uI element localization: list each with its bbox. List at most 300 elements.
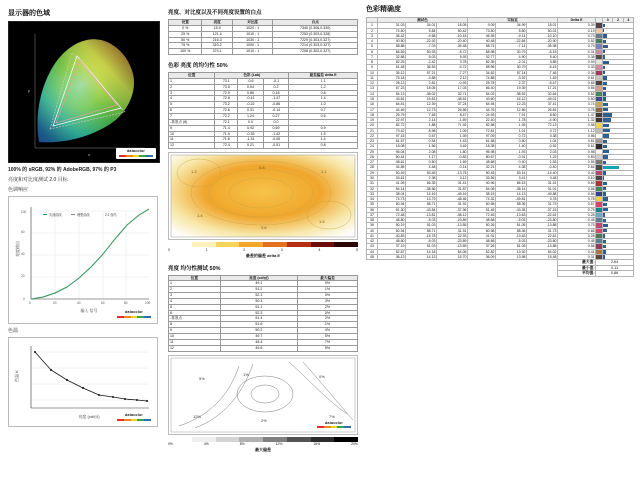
cell: -0.22 bbox=[238, 102, 264, 108]
cell: 14.18 bbox=[405, 249, 436, 254]
svg-text:2%: 2% bbox=[261, 417, 267, 423]
cell: 7208 (0.302,0.327) bbox=[273, 49, 358, 55]
cell: 31.41 bbox=[526, 181, 557, 186]
cell: 0.54 bbox=[405, 139, 436, 144]
cell: 0.73 bbox=[558, 33, 596, 38]
cell: 58.96 bbox=[468, 65, 496, 70]
cell: 12.56 bbox=[495, 107, 526, 112]
datacolor-badge-unif bbox=[314, 420, 354, 431]
cell: 61.57 bbox=[378, 139, 406, 144]
cell: 51.03 bbox=[405, 244, 436, 249]
cell: 14.16 bbox=[405, 191, 436, 196]
brightness-uniformity-legend-caption: 最大偏差 bbox=[255, 447, 271, 452]
cell: 50.4 bbox=[220, 298, 297, 304]
cell: 1.56 bbox=[405, 144, 436, 149]
cell: 51.4 bbox=[220, 316, 297, 322]
cell: -13.63 bbox=[495, 212, 526, 217]
cell: -43.84 bbox=[405, 207, 436, 212]
cell: 54.02 bbox=[526, 249, 557, 254]
cell: -20.90 bbox=[526, 39, 557, 44]
cell: 1.47 bbox=[558, 112, 596, 117]
cell: -4.90 bbox=[526, 118, 557, 123]
cell: 34.85 bbox=[378, 165, 406, 170]
report-page bbox=[0, 4, 640, 493]
svg-text:100: 100 bbox=[21, 210, 27, 214]
cell: -0.92 bbox=[526, 144, 557, 149]
cell: 1 bbox=[367, 23, 378, 28]
cell: 0.76 bbox=[558, 107, 596, 112]
cell: 50.93 bbox=[405, 49, 436, 54]
cell: 51.05 bbox=[495, 223, 526, 228]
cell: -48.51 bbox=[436, 96, 467, 101]
cell: 52.1 bbox=[220, 293, 297, 299]
cell: 51.45 bbox=[468, 207, 496, 212]
cell: 1.40 bbox=[495, 144, 526, 149]
color-uniformity-legend bbox=[168, 242, 358, 247]
cell: 0.78 bbox=[558, 197, 596, 202]
cell: -13.55 bbox=[436, 244, 467, 249]
cell: 60.94 bbox=[378, 202, 406, 207]
cell: 37.26 bbox=[468, 244, 496, 249]
cell: -5.72 bbox=[436, 65, 467, 70]
svg-text:0: 0 bbox=[23, 297, 25, 301]
cell: -7.27 bbox=[436, 70, 467, 75]
svg-text:7%: 7% bbox=[329, 413, 335, 419]
cell: 0.7 bbox=[289, 108, 358, 114]
cell: 7 bbox=[367, 54, 378, 59]
cell: -0.6 bbox=[238, 78, 264, 84]
cell: 96.04 bbox=[378, 149, 406, 154]
cell: 1030 : 1 bbox=[232, 37, 273, 43]
cell: 48.68 bbox=[468, 239, 496, 244]
cell: -5.03 bbox=[405, 218, 436, 223]
cell: 1.39 bbox=[436, 133, 467, 138]
cell: 43.81 bbox=[378, 96, 406, 101]
cell: -37.15 bbox=[526, 207, 557, 212]
cell: -0.40 bbox=[526, 165, 557, 170]
cell: -3.88 bbox=[405, 75, 436, 80]
cell: -49.88 bbox=[526, 191, 557, 196]
cell: 12.73 bbox=[405, 107, 436, 112]
cell: 1.5 bbox=[289, 131, 358, 137]
cell: 38 bbox=[367, 218, 378, 223]
gamut-title: 显示器的色域 bbox=[8, 10, 50, 17]
cell: 41.05 bbox=[378, 181, 406, 186]
cell: 95.98 bbox=[468, 149, 496, 154]
cell: -49.01 bbox=[526, 96, 557, 101]
cell: 28 bbox=[367, 165, 378, 170]
cell: 14.13 bbox=[495, 191, 526, 196]
cell: 0% bbox=[297, 293, 357, 299]
cell: -13.55 bbox=[436, 223, 467, 228]
cell: -0.91 bbox=[495, 154, 526, 159]
cell: 9.09 bbox=[468, 23, 496, 28]
cell: 1.01 bbox=[495, 128, 526, 133]
datacolor-bar bbox=[117, 316, 151, 318]
cell: 31.73 bbox=[526, 228, 557, 233]
cell: 4.48 bbox=[405, 165, 436, 170]
cell: 49.1 bbox=[220, 281, 297, 287]
cell: 1.12 bbox=[558, 128, 596, 133]
cell: -38.02 bbox=[405, 91, 436, 96]
color-uniformity-legend-ticks bbox=[168, 248, 358, 252]
cell: 17 bbox=[367, 107, 378, 112]
tone-response-chart bbox=[8, 196, 158, 324]
cell: 1.43 bbox=[436, 139, 467, 144]
cell: 24 bbox=[367, 144, 378, 149]
left-column bbox=[8, 4, 158, 427]
svg-text:1.4: 1.4 bbox=[197, 213, 203, 219]
tick: 4% bbox=[203, 442, 209, 446]
cell: 0.2 bbox=[263, 84, 289, 90]
cell: 0.38 bbox=[526, 133, 557, 138]
svg-text:1%: 1% bbox=[243, 371, 249, 377]
table-header-row bbox=[169, 275, 358, 281]
cell: 0 % bbox=[169, 25, 202, 31]
cell: 13 bbox=[367, 86, 378, 91]
cell: 3.41 bbox=[495, 175, 526, 180]
cell: 36.13 bbox=[378, 254, 406, 259]
cell: -0.05 bbox=[263, 137, 289, 143]
cell: 60.94 bbox=[378, 228, 406, 233]
th-measured: 实验室 bbox=[468, 18, 558, 23]
cell: 34.99 bbox=[495, 23, 526, 28]
cell: 0.9 bbox=[289, 125, 358, 131]
cell: 3 bbox=[367, 33, 378, 38]
cell: 5.40 bbox=[526, 54, 557, 59]
cell: 1.0 bbox=[289, 102, 358, 108]
cell: 32.21 bbox=[468, 165, 496, 170]
cell: 15.48 bbox=[526, 254, 557, 259]
cell: 35 bbox=[367, 202, 378, 207]
cell: 0.56 bbox=[558, 244, 596, 249]
contrast-title: 亮度、对比度以及不同亮度设置的白点 bbox=[168, 10, 262, 16]
cell: 0.61 bbox=[558, 139, 596, 144]
cell: 54.05 bbox=[436, 249, 467, 254]
cell: 11 bbox=[169, 137, 215, 143]
svg-text:理想曲线: 理想曲线 bbox=[77, 213, 90, 217]
cell: 75 % bbox=[169, 43, 202, 49]
cell: 48.80 bbox=[378, 239, 406, 244]
cell: -1.31 bbox=[238, 137, 264, 143]
cell: 36 bbox=[367, 207, 378, 212]
cell: 7340 (0.306,0.330) bbox=[273, 25, 358, 31]
color-uniformity-table bbox=[168, 72, 358, 149]
cell: 0.98 bbox=[558, 149, 596, 154]
table-row bbox=[169, 345, 358, 351]
cell: 72.8 bbox=[215, 96, 238, 102]
colortemp-title: 色温 bbox=[8, 328, 19, 334]
cell: 51.1 bbox=[220, 304, 297, 310]
cell: -0.86 bbox=[263, 102, 289, 108]
cell: 121.4 bbox=[202, 31, 232, 37]
cell: 40.83 bbox=[378, 233, 406, 238]
svg-text:2.2 伽马: 2.2 伽马 bbox=[105, 213, 117, 217]
cell: 22 bbox=[367, 133, 378, 138]
tone-subtitle: 色调响应 bbox=[8, 187, 29, 193]
datacolor-label: datacolor bbox=[325, 420, 343, 425]
cell: 50.01 bbox=[526, 28, 557, 33]
cell: 37 bbox=[367, 212, 378, 217]
cell: 26.81 bbox=[526, 107, 557, 112]
svg-text:y: y bbox=[28, 88, 30, 93]
th-1: 亮度 bbox=[202, 20, 232, 26]
cell: 60.98 bbox=[468, 228, 496, 233]
svg-text:0.6: 0.6 bbox=[261, 225, 267, 231]
cell: 0% bbox=[297, 310, 357, 316]
cell: -22.92 bbox=[405, 39, 436, 44]
cell: 13.98 bbox=[495, 254, 526, 259]
cell: 50.19 bbox=[378, 223, 406, 228]
cell: 10 bbox=[367, 70, 378, 75]
th-pos: 位置 bbox=[169, 275, 221, 281]
cell: 57.14 bbox=[495, 70, 526, 75]
datacolor-label: datacolor bbox=[125, 310, 143, 315]
cell: 34.82 bbox=[468, 70, 496, 75]
cell: -9.58 bbox=[405, 33, 436, 38]
cell: 51.30 bbox=[378, 207, 406, 212]
cell: 73.1 bbox=[215, 78, 238, 84]
th-3: 白点 bbox=[273, 20, 358, 26]
cell: 5 bbox=[169, 304, 221, 310]
svg-text:20: 20 bbox=[53, 301, 57, 305]
contrast-table bbox=[168, 19, 358, 55]
cell: 22.93 bbox=[436, 233, 467, 238]
cell: 46.95 bbox=[468, 33, 496, 38]
cell: 49.6 bbox=[220, 345, 297, 351]
cell: 7.45 bbox=[405, 112, 436, 117]
cell: 0.98 bbox=[558, 123, 596, 128]
cell: 4 bbox=[169, 298, 221, 304]
cell: 82.25 bbox=[378, 60, 406, 65]
tick: 20% bbox=[351, 442, 358, 446]
cell: 58.36 bbox=[495, 202, 526, 207]
cell: 9 bbox=[169, 125, 215, 131]
cell: 31.03 bbox=[378, 23, 406, 28]
cell: 9 bbox=[169, 328, 221, 334]
cell: 4 bbox=[367, 39, 378, 44]
cell: -6.15 bbox=[526, 49, 557, 54]
cell: 1010 : 1 bbox=[232, 49, 273, 55]
cell: 1.4 bbox=[289, 137, 358, 143]
cell: 10 bbox=[169, 333, 221, 339]
datacolor-badge-tone bbox=[114, 309, 154, 320]
cell: -0.41 bbox=[238, 96, 264, 102]
cell: 0.52 bbox=[558, 91, 596, 96]
cell: 0.52 bbox=[558, 39, 596, 44]
cell: 37.24 bbox=[436, 102, 467, 107]
cell: 2.64 bbox=[558, 165, 596, 170]
datacolor-bar bbox=[119, 155, 153, 157]
cell: -5.47 bbox=[526, 81, 557, 86]
cell: -49.16 bbox=[436, 191, 467, 196]
cell: 310.2 bbox=[202, 43, 232, 49]
accuracy-footer-avg bbox=[367, 271, 634, 277]
cell: 66.40 bbox=[468, 86, 496, 91]
cell: 5.93 bbox=[436, 54, 467, 59]
svg-text:输入 信号: 输入 信号 bbox=[80, 308, 98, 313]
color-uniformity-legend-caption: 最差的偏差 delta E bbox=[245, 252, 281, 258]
cell: 44.49 bbox=[378, 107, 406, 112]
cell: -3.92 bbox=[495, 75, 526, 80]
cell: 71.8 bbox=[215, 137, 238, 143]
right-column bbox=[366, 4, 634, 277]
cell: 7% bbox=[297, 339, 357, 345]
cell: 0.39 bbox=[558, 23, 596, 28]
cell: 7253 (0.303,0.328) bbox=[273, 31, 358, 37]
th-target: 测试色 bbox=[378, 18, 468, 23]
cell: 45 bbox=[367, 254, 378, 259]
cell: 8.50 bbox=[526, 112, 557, 117]
cell: -0.83 bbox=[436, 154, 467, 159]
footer-label: 平均值: bbox=[558, 271, 596, 277]
th-0: 设置 bbox=[169, 20, 202, 26]
cell: 31.73 bbox=[526, 202, 557, 207]
cell: 33.61 bbox=[378, 175, 406, 180]
cell: 46.42 bbox=[378, 33, 406, 38]
svg-text:60: 60 bbox=[101, 301, 105, 305]
cell: 2.38 bbox=[405, 175, 436, 180]
cell: 97.09 bbox=[468, 133, 496, 138]
cell: 0.45 bbox=[558, 218, 596, 223]
cell: 73.50 bbox=[468, 28, 496, 33]
cell: 38.15 bbox=[468, 191, 496, 196]
cell: -43.35 bbox=[495, 207, 526, 212]
datacolor-badge-temp bbox=[114, 412, 154, 423]
cell: 72.6 bbox=[215, 108, 238, 114]
cell: 4 bbox=[169, 96, 215, 102]
tick: 0 bbox=[168, 247, 170, 252]
footer-value: 0.11 bbox=[596, 265, 634, 271]
cell: 22.40 bbox=[468, 118, 496, 123]
cell: 1.93 bbox=[495, 149, 526, 154]
th-lum: 亮度 (cd/㎡) bbox=[220, 275, 297, 281]
cell: 5 bbox=[367, 44, 378, 49]
cell: 0.69 bbox=[263, 125, 289, 131]
cell: 0.69 bbox=[558, 181, 596, 186]
cell: 0.48 bbox=[526, 175, 557, 180]
svg-text:x: x bbox=[88, 152, 90, 157]
cell: 50.42 bbox=[436, 28, 467, 33]
cell: 1.53 bbox=[526, 160, 557, 165]
svg-text:亮度输出: 亮度输出 bbox=[15, 241, 20, 257]
cell: 71.9 bbox=[215, 131, 238, 137]
cell: 82.72 bbox=[378, 123, 406, 128]
footer-value: 2.64 bbox=[596, 260, 634, 266]
cell: 0.0 bbox=[263, 119, 289, 125]
cell: 0.38 bbox=[558, 54, 596, 59]
cell: 34.01 bbox=[405, 23, 436, 28]
cell: 0.78 bbox=[526, 197, 557, 202]
cell: 72.13 bbox=[526, 123, 557, 128]
cell: -38.52 bbox=[495, 91, 526, 96]
cell: 58.98 bbox=[468, 49, 496, 54]
cell: 7229 (0.303,0.327) bbox=[273, 37, 358, 43]
cell: 0.57 bbox=[405, 133, 436, 138]
svg-text:40: 40 bbox=[21, 252, 25, 256]
cell: -15.78 bbox=[405, 233, 436, 238]
cell: 5% bbox=[297, 281, 357, 287]
cell: 52.82 bbox=[468, 249, 496, 254]
tick: 12% bbox=[275, 442, 283, 446]
cell: 13.79 bbox=[405, 197, 436, 202]
cell: 31.87 bbox=[436, 186, 467, 191]
cell: 82.35 bbox=[468, 60, 496, 65]
cell: 0.18 bbox=[263, 90, 289, 96]
cell: 40.96 bbox=[468, 181, 496, 186]
cell: 14 bbox=[367, 91, 378, 96]
cell: -1.42 bbox=[263, 131, 289, 137]
cell: 1010 : 1 bbox=[232, 31, 273, 37]
th-lab: 色彩 (Lab) bbox=[215, 73, 289, 79]
cell: 18.08 bbox=[378, 144, 406, 149]
cell: 26 bbox=[367, 154, 378, 159]
cell: -0.51 bbox=[263, 143, 289, 149]
cell: 53.45 bbox=[405, 170, 436, 175]
svg-text:5%: 5% bbox=[199, 375, 205, 381]
cell: 72.9 bbox=[215, 90, 238, 96]
cell: 1020 : 1 bbox=[232, 25, 273, 31]
cell: -23.80 bbox=[526, 239, 557, 244]
color-temp-chart bbox=[8, 337, 158, 427]
cell: 0.79 bbox=[558, 44, 596, 49]
cell: -5.03 bbox=[405, 239, 436, 244]
cell: 22.97 bbox=[378, 118, 406, 123]
cell: 21 bbox=[367, 128, 378, 133]
cell: 16 bbox=[367, 102, 378, 107]
cell: 43 bbox=[367, 244, 378, 249]
cell: 82.98 bbox=[468, 123, 496, 128]
cell: -10.15 bbox=[436, 33, 467, 38]
cell: 24.93 bbox=[468, 112, 496, 117]
cell: 0.56 bbox=[558, 186, 596, 191]
brightness-uniformity-heatmap bbox=[168, 355, 358, 435]
cell: 0.50 bbox=[558, 96, 596, 101]
cell: 1% bbox=[297, 322, 357, 328]
tick: 4 bbox=[318, 247, 321, 252]
cell: 50 % bbox=[169, 37, 202, 43]
cell: -基准点 (8) bbox=[169, 119, 215, 125]
cell: 29 bbox=[367, 170, 378, 175]
cell: 7.91 bbox=[495, 112, 526, 117]
cell: 66.59 bbox=[378, 49, 406, 54]
cell: 54.08 bbox=[468, 186, 496, 191]
svg-text:60: 60 bbox=[21, 230, 25, 234]
cell: 1.49 bbox=[526, 75, 557, 80]
cell: 58.71 bbox=[405, 228, 436, 233]
cell: 12 bbox=[169, 345, 221, 351]
cell: 25 bbox=[367, 149, 378, 154]
datacolor-bar bbox=[317, 426, 351, 428]
cell: 58.36 bbox=[495, 228, 526, 233]
cell: -7.03 bbox=[405, 44, 436, 49]
cell: 2.08 bbox=[405, 149, 436, 154]
cell: 31.01 bbox=[526, 186, 557, 191]
cell: -35.48 bbox=[436, 44, 467, 49]
cell: -5.03 bbox=[495, 218, 526, 223]
cell: -13.75 bbox=[436, 170, 467, 175]
cell: 52.87 bbox=[378, 249, 406, 254]
datacolor-label: datacolor bbox=[127, 149, 145, 154]
cell: 31 bbox=[367, 181, 378, 186]
cell: 27 bbox=[367, 160, 378, 165]
gamut-chart bbox=[8, 21, 160, 163]
cell: 41.91 bbox=[468, 233, 496, 238]
cell: 50.2 bbox=[220, 328, 297, 334]
cell: 0.72 bbox=[495, 133, 526, 138]
cell: 9 bbox=[367, 65, 378, 70]
accuracy-title: 色彩精确度 bbox=[366, 6, 401, 13]
